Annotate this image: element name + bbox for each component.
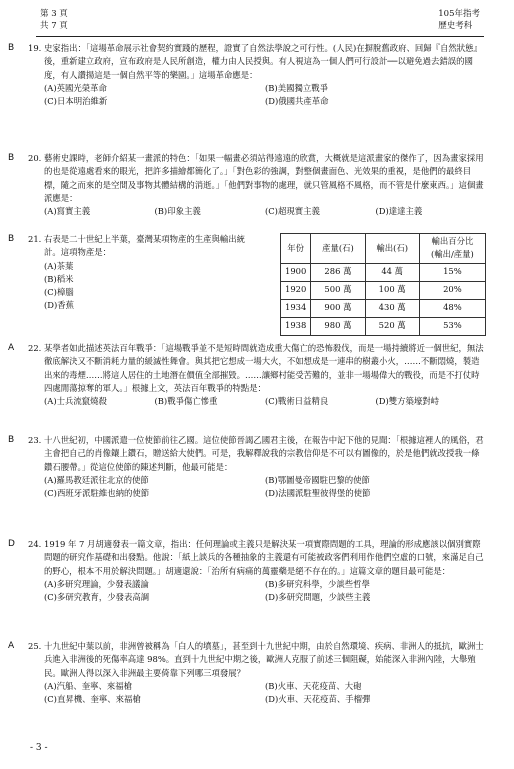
question-21 bbox=[8, 233, 486, 333]
option-a[interactable]: (A)多研究理論，少發表議論 bbox=[44, 578, 149, 589]
header-right bbox=[438, 8, 480, 32]
answer-mark: B bbox=[8, 43, 15, 53]
option-c[interactable]: (C)直昇機、奎寧、來福槍 bbox=[44, 694, 141, 705]
answer-mark: B bbox=[8, 435, 15, 445]
trade-table bbox=[280, 233, 486, 336]
page-number-label: 第 3 頁 bbox=[40, 9, 68, 19]
option-a[interactable]: (A)英國光榮革命 bbox=[44, 82, 107, 93]
question-stem: 十八世紀初，中國派遣一位使節前往乙國。這位使節晉謁乙國君主後，在報告中記下他的見聞：「根據這裡人的風俗，君主會把自己的肖像鑲上鑽石，贈送給大使們。可是，我解釋說我的宗教信仰是不可以有圖像的，於是他們就改授我一條鑽石腰帶。」從這位使節的陳述判斷，他最可能是： bbox=[44, 435, 484, 472]
question-stem: 右表是二十世紀上半葉，臺灣某項物產的生產與輸出統計。這項物產是： bbox=[44, 234, 245, 258]
question-number: 22. bbox=[28, 343, 42, 353]
answer-mark: B bbox=[8, 153, 15, 163]
table-header: 輸出百分比 (輸出/產量) bbox=[419, 234, 485, 264]
total-pages-label: 共 7 頁 bbox=[40, 21, 68, 31]
question-23 bbox=[8, 434, 486, 500]
table-header-row bbox=[281, 234, 486, 264]
option-c[interactable]: (C)西班牙派駐維也納的使節 bbox=[44, 488, 150, 499]
option-d[interactable]: (D)多研究問題，少談些主義 bbox=[265, 592, 371, 603]
page-footer: - 3 - bbox=[30, 743, 48, 753]
question-22 bbox=[8, 342, 486, 408]
option-a[interactable]: (A)士兵流竄燒殺 bbox=[44, 396, 107, 407]
option-c[interactable]: (C)日本明治維新 bbox=[44, 96, 108, 107]
option-a[interactable]: (A)寫實主義 bbox=[44, 206, 91, 217]
table-row: 1938 980 萬 520 萬 53% bbox=[281, 317, 486, 335]
option-d[interactable]: (D)雙方築壕對峙 bbox=[375, 396, 439, 407]
option-b[interactable]: (B)稻米 bbox=[44, 273, 74, 284]
table-row: 1920 500 萬 100 萬 20% bbox=[281, 281, 486, 299]
option-c[interactable]: (C)多研究教育，少發表高調 bbox=[44, 592, 150, 603]
options bbox=[44, 82, 486, 109]
question-20 bbox=[8, 152, 486, 218]
option-b[interactable]: (B)鄂圖曼帝國駐巴黎的使節 bbox=[265, 474, 370, 485]
options bbox=[44, 474, 486, 501]
question-number: 23. bbox=[28, 435, 42, 445]
question-stem: 史家指出：「這場革命展示社會契約實踐的歷程，證實了自然法學說之可行性。(人民)在摒脫舊政府、回歸『自然狀態』後，重新建立政府，宣布政府是人民所創造，權力由人民授與。有人視這為一個人們可行設計──以避免過去錯誤的國度，有人讚揚這是一個自然平等的樂園。」這場革命應是： bbox=[44, 43, 482, 80]
question-stem: 藝術史課時，老師介紹某一畫派的特色：「如果一幅畫必須站得遠遠的欣賞，大概就是這派畫家的傑作了，因為畫家採用的也是從遠處看來的眼光，把許多描繪都簡化了。」「對色彩的強調，對整個畫面色、光效果的重視，是他們的最終目標，隨之而來的是空間及事物其體結構的消逝。」「他們對事物的處理，就只管風格不風格，而不管是什麼東西。」這個畫派應是： bbox=[44, 153, 484, 203]
option-a[interactable]: (A)汽船、奎寧、來福槍 bbox=[44, 680, 132, 691]
question-number: 19. bbox=[28, 43, 42, 53]
question-19 bbox=[8, 42, 486, 108]
option-a[interactable]: (A)茶葉 bbox=[44, 260, 74, 271]
option-d[interactable]: (D)火車、天花疫苗、手榴彈 bbox=[265, 694, 371, 705]
option-c[interactable]: (C)戰術日益精良 bbox=[265, 396, 329, 407]
question-number: 25. bbox=[28, 641, 42, 651]
question-24 bbox=[8, 538, 486, 604]
options bbox=[44, 260, 259, 313]
table-row: 1900 286 萬 44 萬 15% bbox=[281, 263, 486, 281]
option-d[interactable]: (D)香蕉 bbox=[44, 300, 74, 311]
answer-mark: A bbox=[8, 343, 15, 353]
answer-mark: B bbox=[8, 234, 15, 244]
table-row: 1934 900 萬 430 萬 48% bbox=[281, 299, 486, 317]
options bbox=[44, 578, 486, 605]
subject-name: 歷史考科 bbox=[438, 21, 473, 31]
table-header: 輸出(石) bbox=[365, 234, 419, 264]
question-stem: 某學者如此描述英法百年戰爭：「這場戰爭並不是短時間就造成重大傷亡的恐怖殺伐，而是一場持續將近一個世紀，無法徹底解決又不斷消耗力量的緩滅性舞會。與其把它想成一場大火，不如想成是一連串的樹叢小火，……不斷悶燒，製造出來的毒煙……將這人居住的土地潛在價值全部摧毀。……讓鄉村能受苦難的，並非一場場偉大的戰役，而是不打仗時四處閒蕩掠奪的軍人。」根據上文，英法百年戰爭的特點是： bbox=[44, 343, 484, 393]
question-25 bbox=[8, 640, 486, 706]
option-b[interactable]: (B)印象主義 bbox=[154, 206, 201, 217]
question-number: 20. bbox=[28, 153, 42, 163]
options bbox=[44, 205, 486, 218]
option-c[interactable]: (C)超現實主義 bbox=[265, 206, 320, 217]
option-c[interactable]: (C)樟腦 bbox=[44, 287, 74, 298]
question-stem: 1919 年 7 月胡適發表一篇文章，指出：任何理論或主義只是解決某一項實際問題的工具，理論的形成應該以個別實際問題的研究作基礎和出發點。他說：「紙上談兵的各種抽象的主義還有可能被政客們利用作他們空虛的口號，來滿足自己的野心，根本不用於解決問題。」胡適還說：「治所有病痛的萬靈藥是絕不存在的。」這篇文章的題目最可能是： bbox=[44, 539, 484, 576]
table-header: 年份 bbox=[281, 234, 311, 264]
question-number: 24. bbox=[28, 539, 42, 549]
exam-name: 105年指考 bbox=[438, 9, 480, 19]
answer-mark: A bbox=[8, 641, 15, 651]
table-header: 產量(石) bbox=[311, 234, 365, 264]
option-d[interactable]: (D)法國派駐聖彼得堡的使節 bbox=[265, 488, 371, 499]
header-rule bbox=[36, 36, 484, 37]
header-left bbox=[40, 8, 68, 32]
option-b[interactable]: (B)美國獨立戰爭 bbox=[265, 82, 328, 93]
option-d[interactable]: (D)達達主義 bbox=[375, 206, 423, 217]
question-number: 21. bbox=[28, 234, 42, 244]
option-b[interactable]: (B)火車、天花疫苗、大砲 bbox=[265, 680, 362, 691]
option-a[interactable]: (A)羅馬教廷派往北京的使節 bbox=[44, 474, 149, 485]
options bbox=[44, 680, 486, 707]
option-b[interactable]: (B)戰爭傷亡慘重 bbox=[154, 396, 218, 407]
question-stem: 十九世紀中葉以前，非洲曾被稱為「白人的墳墓」，甚至到十九世紀中期，由於自然環境、疾病、非洲人的抵抗，歐洲士兵進入非洲後的死傷率高達 98%。直到十九世紀中期之後，歐洲人克服了前述三個阻礙，始能深入非洲內陸，大舉殖民。歐洲人得以深入非洲最主要倚靠下列哪三項發展？ bbox=[44, 641, 484, 678]
option-d[interactable]: (D)俄國共產革命 bbox=[265, 96, 329, 107]
options bbox=[44, 395, 486, 408]
option-b[interactable]: (B)多研究科學，少談些哲學 bbox=[265, 578, 370, 589]
answer-mark: D bbox=[8, 539, 15, 549]
